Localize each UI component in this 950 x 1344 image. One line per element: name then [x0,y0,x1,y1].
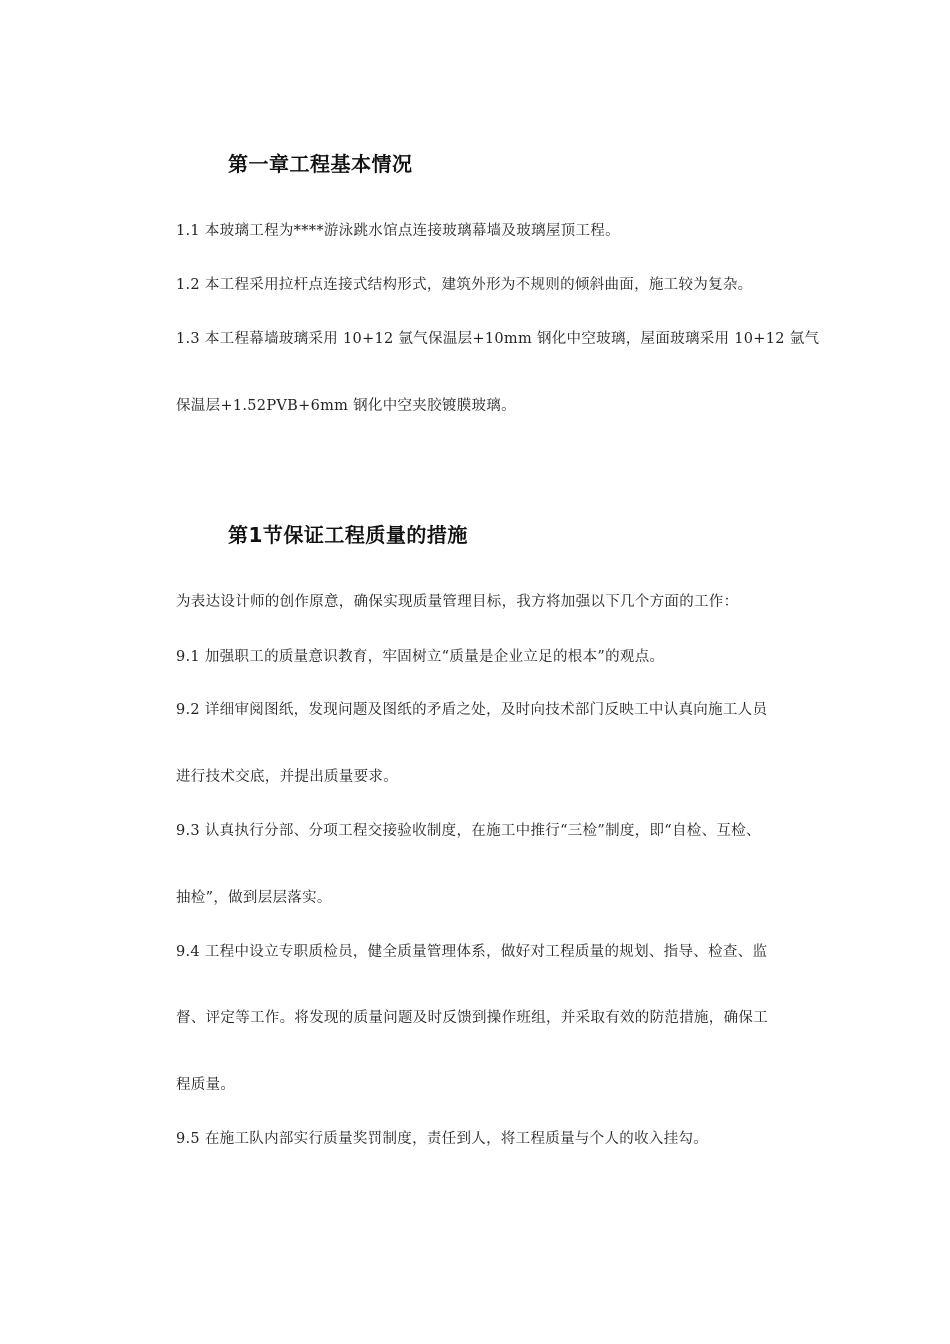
chapter-title: 第一章工程基本情况 [228,152,413,176]
paragraph-line: 保温层+1.52PVB+6mm 钢化中空夹胶镀膜玻璃。 [176,398,516,414]
paragraph-line: 为表达设计师的创作原意，确保实现质量管理目标，我方将加强以下几个方面的工作： [176,594,739,610]
paragraph-line: 1.2 本工程采用拉杆点连接式结构形式，建筑外形为不规则的倾斜曲面，施工较为复杂。 [176,277,753,293]
section-title: 第1节保证工程质量的措施 [228,523,468,547]
paragraph-line: 9.2 详细审阅图纸，发现问题及图纸的矛盾之处，及时向技术部门反映工中认真向施工人员 [176,702,768,718]
paragraph-line: 抽检”，做到层层落实。 [176,890,332,906]
paragraph-line: 9.4 工程中设立专职质检员，健全质量管理体系，做好对工程质量的规划、指导、检查、监 [176,944,768,960]
paragraph-line: 9.5 在施工队内部实行质量奖罚制度，责任到人，将工程质量与个人的收入挂勾。 [176,1131,709,1147]
paragraph-line: 9.3 认真执行分部、分项工程交接验收制度，在施工中推行“三检”制度，即“自检、互检、 [176,823,761,839]
paragraph-line: 督、评定等工作。将发现的质量问题及时反馈到操作班组，并采取有效的防范措施，确保工 [176,1010,768,1026]
paragraph-line: 进行技术交底，并提出质量要求。 [176,769,398,785]
paragraph-line: 9.1 加强职工的质量意识教育，牢固树立“质量是企业立足的根本”的观点。 [176,649,665,665]
paragraph-line: 1.3 本工程幕墙玻璃采用 10+12 氩气保温层+10mm 钢化中空玻璃，屋面玻璃采用 10+12 氩气 [176,331,820,347]
paragraph-line: 1.1 本玻璃工程为****游泳跳水馆点连接玻璃幕墙及玻璃屋顶工程。 [176,223,620,239]
paragraph-line: 程质量。 [176,1077,236,1093]
